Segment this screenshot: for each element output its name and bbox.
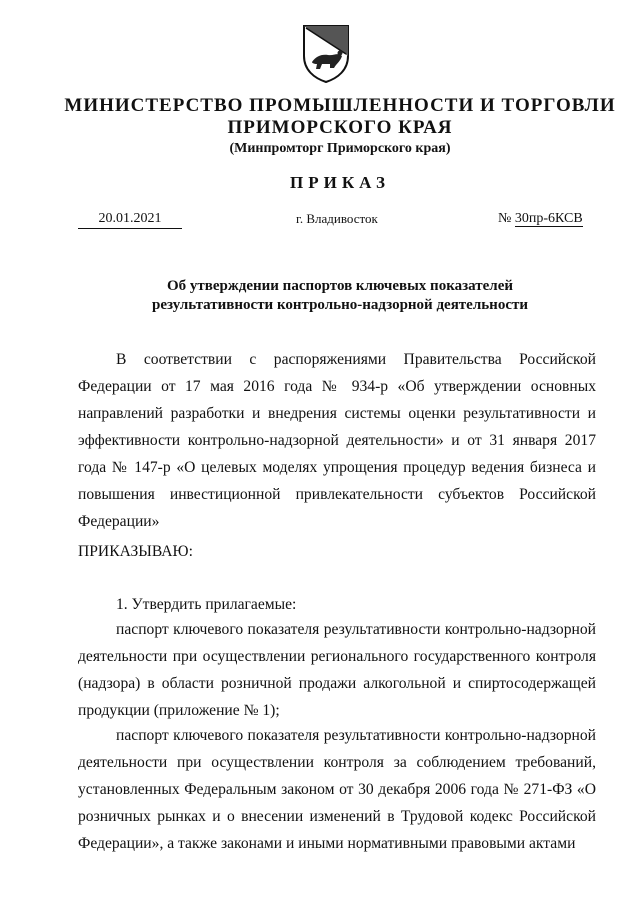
- document-number-value: 30пр-6КСВ: [514, 211, 583, 226]
- passport1-paragraph: [78, 616, 596, 724]
- coat-of-arms-icon: [300, 22, 352, 84]
- preamble-text: В соответствии с распоряжениями Правительства Российской Федерации от 17 мая 2016 года № 934-р «Об утверждении основных направлений разработки и внедрения системы оценки результативности и эффективности контрольно-надзорной деятельности» и от 31 января 2017 года № 147-р «О целевых моделях упрощения процедур ведения бизнеса и повышения инвестиционной привлекательности субъектов Российской Федерации»: [78, 351, 596, 530]
- ministry-title-line2: ПРИМОРСКОГО КРАЯ: [227, 117, 453, 138]
- passport1-text: паспорт ключевого показателя результативности контрольно-надзорной деятельности при осуществлении регионального государственного контроля (надзора) в области розничной продажи алкогольной и спиртосодержащей продукции (приложение № 1);: [78, 621, 596, 719]
- ministry-short-name: (Минпромторг Приморского края): [229, 141, 451, 156]
- document-number: [498, 211, 583, 227]
- document-type: ПРИКАЗ: [290, 173, 390, 192]
- passport2-text: паспорт ключевого показателя результативности контрольно-надзорной деятельности при осуществлении контроля за соблюдением требований, установленных Федеральным законом от 30 декабря 2006 года № 271-ФЗ «О розничных рынках и о внесении изменений в Трудовой кодекс Российской Федерации», а также законами и иными нормативными правовыми актами: [78, 727, 596, 852]
- passport2-paragraph: [78, 722, 596, 857]
- document-subject: [40, 277, 640, 315]
- preamble-paragraph: [78, 346, 596, 535]
- document-date: 20.01.2021: [78, 211, 182, 229]
- item1-text: 1. Утвердить прилагаемые:: [116, 596, 297, 613]
- order-word: ПРИКАЗЫВАЮ:: [78, 543, 193, 560]
- subject-line1: Об утверждении паспортов ключевых показателей: [167, 278, 513, 294]
- document-city: г. Владивосток: [296, 211, 378, 226]
- document-number-prefix: №: [498, 211, 515, 226]
- subject-line2: результативности контрольно-надзорной деятельности: [152, 297, 528, 313]
- item1-paragraph: [78, 591, 596, 618]
- ministry-title-line1: МИНИСТЕРСТВО ПРОМЫШЛЕННОСТИ И ТОРГОВЛИ: [64, 95, 616, 116]
